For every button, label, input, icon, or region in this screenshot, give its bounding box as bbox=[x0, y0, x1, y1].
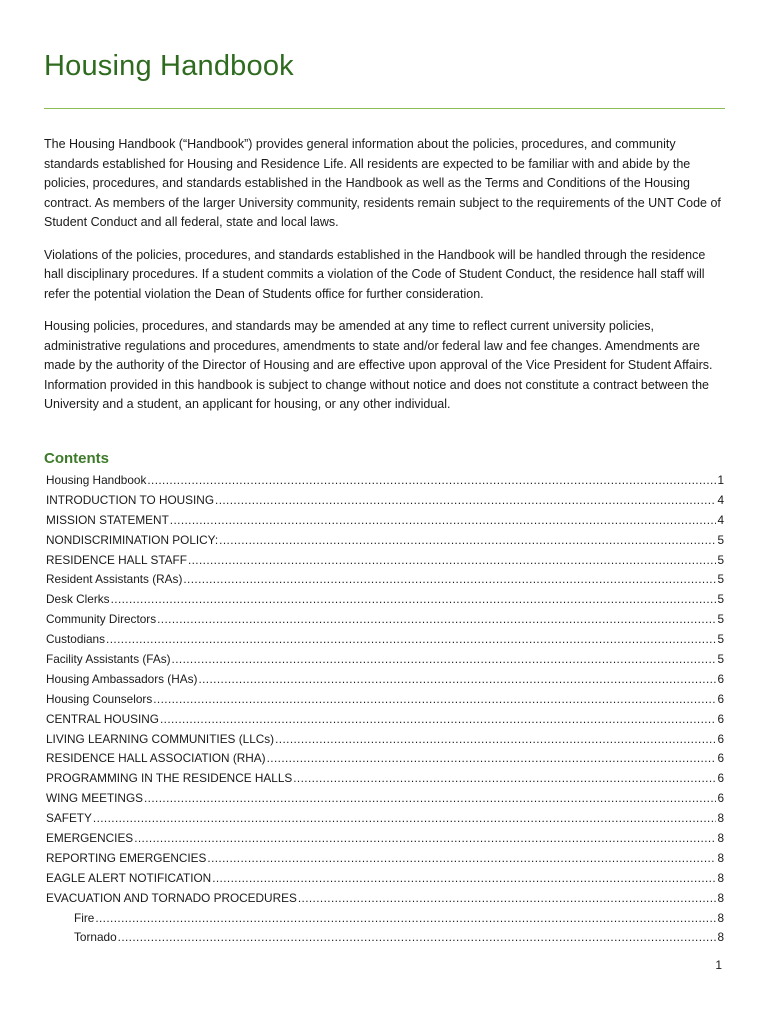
toc-entry[interactable] bbox=[46, 928, 724, 948]
toc-entry-page[interactable]: 5 bbox=[717, 652, 724, 667]
toc-entry[interactable] bbox=[46, 849, 724, 869]
toc-entry-page[interactable]: 6 bbox=[717, 771, 724, 786]
toc-dot-leader bbox=[198, 670, 716, 690]
page-title: Housing Handbook bbox=[44, 50, 294, 82]
toc-entry-page[interactable]: 5 bbox=[717, 612, 724, 627]
table-of-contents bbox=[46, 471, 724, 948]
toc-dot-leader bbox=[293, 769, 716, 789]
toc-dot-leader bbox=[95, 909, 716, 929]
toc-entry[interactable] bbox=[46, 789, 724, 809]
toc-dot-leader bbox=[298, 889, 717, 909]
toc-entry-page[interactable]: 5 bbox=[717, 552, 724, 567]
toc-entry-page[interactable]: 6 bbox=[717, 711, 724, 726]
toc-entry-page[interactable]: 1 bbox=[717, 473, 724, 487]
toc-dot-leader bbox=[267, 749, 717, 769]
toc-entry-label[interactable]: Housing Handbook bbox=[46, 473, 147, 487]
toc-entry[interactable] bbox=[46, 769, 724, 789]
toc-dot-leader bbox=[183, 570, 716, 590]
toc-dot-leader bbox=[219, 531, 716, 551]
toc-entry[interactable] bbox=[46, 730, 724, 750]
toc-entry-page[interactable]: 8 bbox=[717, 811, 724, 826]
toc-entry-page[interactable]: 8 bbox=[717, 890, 724, 905]
toc-dot-leader bbox=[106, 630, 716, 650]
toc-entry-label[interactable]: EMERGENCIES bbox=[46, 831, 134, 846]
toc-dot-leader bbox=[172, 650, 717, 670]
toc-dot-leader bbox=[157, 610, 716, 630]
toc-entry-page[interactable]: 4 bbox=[717, 512, 724, 527]
toc-entry-page[interactable]: 6 bbox=[717, 731, 724, 746]
intro-paragraph: The Housing Handbook (“Handbook”) provides general information about the policies, procedures, and community standards established for Housing and Residence Life. All residents are expected to be familiar with and abide by the policies, procedures, and standards established in the Handbook as well as the Terms and Conditions of the Housing contract. As members of the larger University community, residents remain subject to the requirements of the UNT Code of Student Conduct and all federal, state and local laws. bbox=[44, 137, 721, 229]
toc-entry[interactable] bbox=[46, 471, 724, 491]
toc-entry-label[interactable]: EVACUATION AND TORNADO PROCEDURES bbox=[46, 890, 297, 905]
toc-entry-page[interactable]: 5 bbox=[717, 572, 724, 587]
toc-dot-leader bbox=[212, 869, 716, 889]
toc-entry-page[interactable]: 6 bbox=[717, 791, 724, 806]
toc-entry-page[interactable]: 6 bbox=[717, 751, 724, 766]
toc-entry-label[interactable]: EAGLE ALERT NOTIFICATION bbox=[46, 870, 212, 885]
toc-entry[interactable] bbox=[46, 710, 724, 730]
toc-entry-label[interactable]: Housing Counselors bbox=[46, 691, 153, 706]
toc-entry[interactable] bbox=[46, 531, 724, 551]
toc-dot-leader bbox=[275, 730, 716, 750]
toc-entry[interactable] bbox=[46, 590, 724, 610]
toc-entry-page[interactable]: 5 bbox=[717, 532, 724, 547]
toc-entry-label[interactable]: PROGRAMMING IN THE RESIDENCE HALLS bbox=[46, 771, 293, 786]
toc-entry[interactable] bbox=[46, 889, 724, 909]
toc-dot-leader bbox=[93, 809, 717, 829]
toc-entry[interactable] bbox=[46, 551, 724, 571]
toc-dot-leader bbox=[153, 690, 716, 710]
toc-entry-label[interactable]: Desk Clerks bbox=[46, 592, 110, 607]
toc-entry-page[interactable]: 5 bbox=[717, 632, 724, 647]
toc-entry[interactable] bbox=[46, 491, 724, 511]
toc-entry-page[interactable]: 5 bbox=[717, 592, 724, 607]
toc-entry[interactable] bbox=[46, 829, 724, 849]
title-divider bbox=[44, 108, 725, 109]
toc-entry-label[interactable]: RESIDENCE HALL STAFF bbox=[46, 552, 187, 567]
toc-dot-leader bbox=[160, 710, 716, 730]
toc-entry[interactable] bbox=[46, 869, 724, 889]
intro-paragraph: Housing policies, procedures, and standards may be amended at any time to reflect current university policies, administrative regulations and procedures, amendments to state and/or federal law and fee changes. Amendments are made by the authority of the Director of Housing and are effective upon approval of the Vice President for Student Affairs. Information provided in this handbook is subject to change without notice and does not constitute a contract between the University and a student, an applicant for housing, or any other individual. bbox=[44, 319, 713, 411]
toc-dot-leader bbox=[147, 471, 716, 491]
toc-entry[interactable] bbox=[46, 570, 724, 590]
toc-entry-label[interactable]: MISSION STATEMENT bbox=[46, 512, 169, 527]
intro-section bbox=[44, 135, 725, 428]
toc-entry-label[interactable]: Community Directors bbox=[46, 612, 157, 627]
toc-entry[interactable] bbox=[46, 650, 724, 670]
toc-entry[interactable] bbox=[46, 511, 724, 531]
toc-entry[interactable] bbox=[46, 749, 724, 769]
toc-entry-label[interactable]: Resident Assistants (RAs) bbox=[46, 572, 183, 587]
toc-entry-label[interactable]: Custodians bbox=[46, 632, 106, 647]
toc-entry-label[interactable]: Housing Ambassadors (HAs) bbox=[46, 671, 198, 686]
toc-entry-label[interactable]: Fire bbox=[74, 910, 95, 925]
toc-entry-label[interactable]: REPORTING EMERGENCIES bbox=[46, 850, 207, 865]
toc-entry[interactable] bbox=[46, 909, 724, 929]
toc-entry-page[interactable]: 6 bbox=[717, 671, 724, 686]
toc-entry-label[interactable]: LIVING LEARNING COMMUNITIES (LLCs) bbox=[46, 731, 275, 746]
toc-entry[interactable] bbox=[46, 610, 724, 630]
toc-dot-leader bbox=[188, 551, 717, 571]
toc-entry-label[interactable]: INTRODUCTION TO HOUSING bbox=[46, 492, 215, 507]
toc-entry[interactable] bbox=[46, 809, 724, 829]
toc-entry[interactable] bbox=[46, 670, 724, 690]
toc-dot-leader bbox=[170, 511, 717, 531]
toc-entry-label[interactable]: Tornado bbox=[74, 930, 117, 945]
toc-entry-page[interactable]: 8 bbox=[717, 930, 724, 945]
toc-entry-page[interactable]: 8 bbox=[717, 910, 724, 925]
toc-dot-leader bbox=[215, 491, 716, 511]
contents-heading: Contents bbox=[44, 450, 109, 467]
toc-entry-label[interactable]: SAFETY bbox=[46, 811, 92, 826]
toc-entry-page[interactable]: 4 bbox=[717, 492, 724, 507]
toc-entry-label[interactable]: RESIDENCE HALL ASSOCIATION (RHA) bbox=[46, 751, 266, 766]
toc-dot-leader bbox=[134, 829, 716, 849]
toc-dot-leader bbox=[118, 928, 717, 948]
toc-dot-leader bbox=[144, 789, 716, 809]
toc-dot-leader bbox=[111, 590, 717, 610]
toc-entry[interactable] bbox=[46, 630, 724, 650]
toc-entry-page[interactable]: 6 bbox=[717, 691, 724, 706]
toc-dot-leader bbox=[207, 849, 716, 869]
toc-entry-label[interactable]: WING MEETINGS bbox=[46, 791, 143, 806]
toc-entry-label[interactable]: Facility Assistants (FAs) bbox=[46, 652, 171, 667]
toc-entry-label[interactable]: CENTRAL HOUSING bbox=[46, 711, 159, 726]
toc-entry-page[interactable]: 8 bbox=[717, 850, 724, 865]
toc-entry-label[interactable]: NONDISCRIMINATION POLICY: bbox=[46, 532, 219, 547]
toc-entry-page[interactable]: 8 bbox=[717, 870, 724, 885]
page-number: 1 bbox=[715, 958, 722, 972]
toc-entry-page[interactable]: 8 bbox=[717, 831, 724, 846]
intro-paragraph: Violations of the policies, procedures, and standards established in the Handbook will be handled through the residence hall disciplinary procedures. If a student commits a violation of the Code of Student Conduct, the residence hall staff will refer the potential violation the Dean of Students office for further consideration. bbox=[44, 247, 706, 301]
toc-entry[interactable] bbox=[46, 690, 724, 710]
